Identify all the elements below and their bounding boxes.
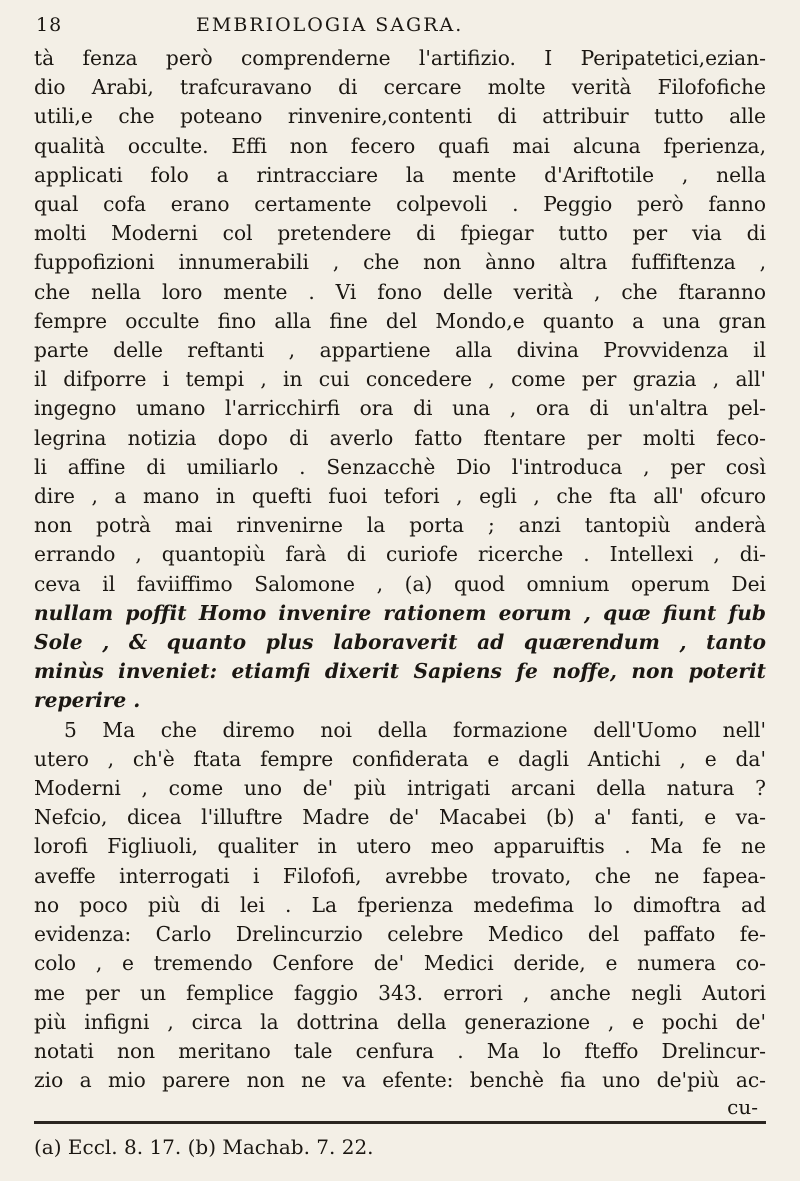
text-line: li affine di umiliarlo . Senzacchè Dio l'introduca , per così (34, 454, 766, 479)
text-line: dio Arabi, trafcuravano di cercare molte verità Filofofiche (34, 75, 766, 100)
text-line: qual cofa erano certamente colpevoli . Peggio però fanno (34, 192, 766, 217)
text-line: lorofi Figliuoli, qualiter in utero meo apparuiftis . Ma fe ne (34, 834, 766, 859)
latin-quote-line: nullam poffit Homo invenire rationem eorum , quæ fiunt fub (34, 600, 766, 625)
text-line: più infigni , circa la dottrina della generazione , e pochi de' (34, 1009, 766, 1034)
text-line: aveffe interrogati i Filofofi, avrebbe trovato, che ne fapea- (34, 863, 766, 888)
footnote: (a) Eccl. 8. 17. (b) Machab. 7. 22. (34, 1135, 374, 1160)
text-line: fuppofizioni innumerabili , che non ànno altra fuffiftenza , (34, 250, 766, 275)
text-line: ceva il faviiffimo Salomone , (a) quod omnium operum Dei (34, 571, 766, 596)
latin-quote-line: Sole , & quanto plus laboraverit ad quærendum , tanto (34, 630, 766, 655)
text-line: legrina notizia dopo di averlo fatto ftentare per molti feco- (34, 425, 766, 450)
text-line: ingegno umano l'arricchirfi ora di una , ora di un'altra pel- (34, 396, 766, 421)
text-line: parte delle reftanti , appartiene alla divina Provvidenza il (34, 338, 766, 363)
text-line: Moderni , come uno de' più intrigati arcani della natura ? (34, 776, 766, 801)
text-line: molti Moderni col pretendere di fpiegar tutto per via di (34, 221, 766, 246)
text-line: applicati folo a rintracciare la mente d'Ariftotile , nella (34, 162, 766, 187)
text-line: no poco più di lei . La fperienza medefima lo dimoftra ad (34, 892, 766, 917)
text-line: tà fenza però comprenderne l'artifizio. I Peripatetici,ezian- (34, 46, 766, 70)
running-head: EMBRIOLOGIA SAGRA. (196, 14, 464, 36)
page-number: 18 (36, 14, 63, 36)
footnote-divider (34, 1121, 766, 1124)
body-text (34, 44, 766, 1095)
text-line: zio a mio parere non ne va efente: benchè fia uno de'più ac- (34, 1068, 766, 1093)
text-line: utili,e che poteano rinvenire,contenti di attribuir tutto alle (34, 104, 766, 129)
text-line: evidenza: Carlo Drelincurzio celebre Medico del paffato fe- (34, 922, 766, 947)
catchword: cu- (727, 1095, 758, 1120)
latin-quote-line: reperire . (34, 688, 141, 713)
text-line: fempre occulte fino alla fine del Mondo,e quanto a una gran (34, 308, 766, 333)
text-line: qualità occulte. Effi non fecero quafi mai alcuna fperienza, (34, 133, 766, 158)
text-line: il difporre i tempi , in cui concedere , come per grazia , all' (34, 367, 766, 392)
latin-quote-line: minùs inveniet: etiamfi dixerit Sapiens fe noffe, non poterit (34, 659, 766, 684)
text-line: che nella loro mente . Vi fono delle verità , che ftaranno (34, 279, 766, 304)
text-line: non potrà mai rinvenirne la porta ; anzi tantopiù anderà (34, 513, 766, 538)
catchword-row (34, 1095, 766, 1119)
text-line: errando , quantopiù farà di curiofe ricerche . Intellexi , di- (34, 542, 766, 567)
text-line: utero , ch'è ftata fempre confiderata e dagli Antichi , e da' (34, 746, 766, 771)
paragraph-start-line: 5 Ma che diremo noi della formazione dell'Uomo nell' (64, 717, 766, 742)
text-line: Nefcio, dicea l'illuftre Madre de' Macabei (b) a' fanti, e va- (34, 805, 766, 830)
text-line: notati non meritano tale cenfura . Ma lo fteffo Drelincur- (34, 1038, 766, 1063)
text-line: colo , e tremendo Cenfore de' Medici deride, e numera co- (34, 951, 766, 976)
text-line: me per un femplice faggio 343. errori , anche negli Autori (34, 980, 766, 1005)
text-line: dire , a mano in quefti fuoi tefori , egli , che fta all' ofcuro (34, 484, 766, 509)
page-header (34, 14, 766, 44)
